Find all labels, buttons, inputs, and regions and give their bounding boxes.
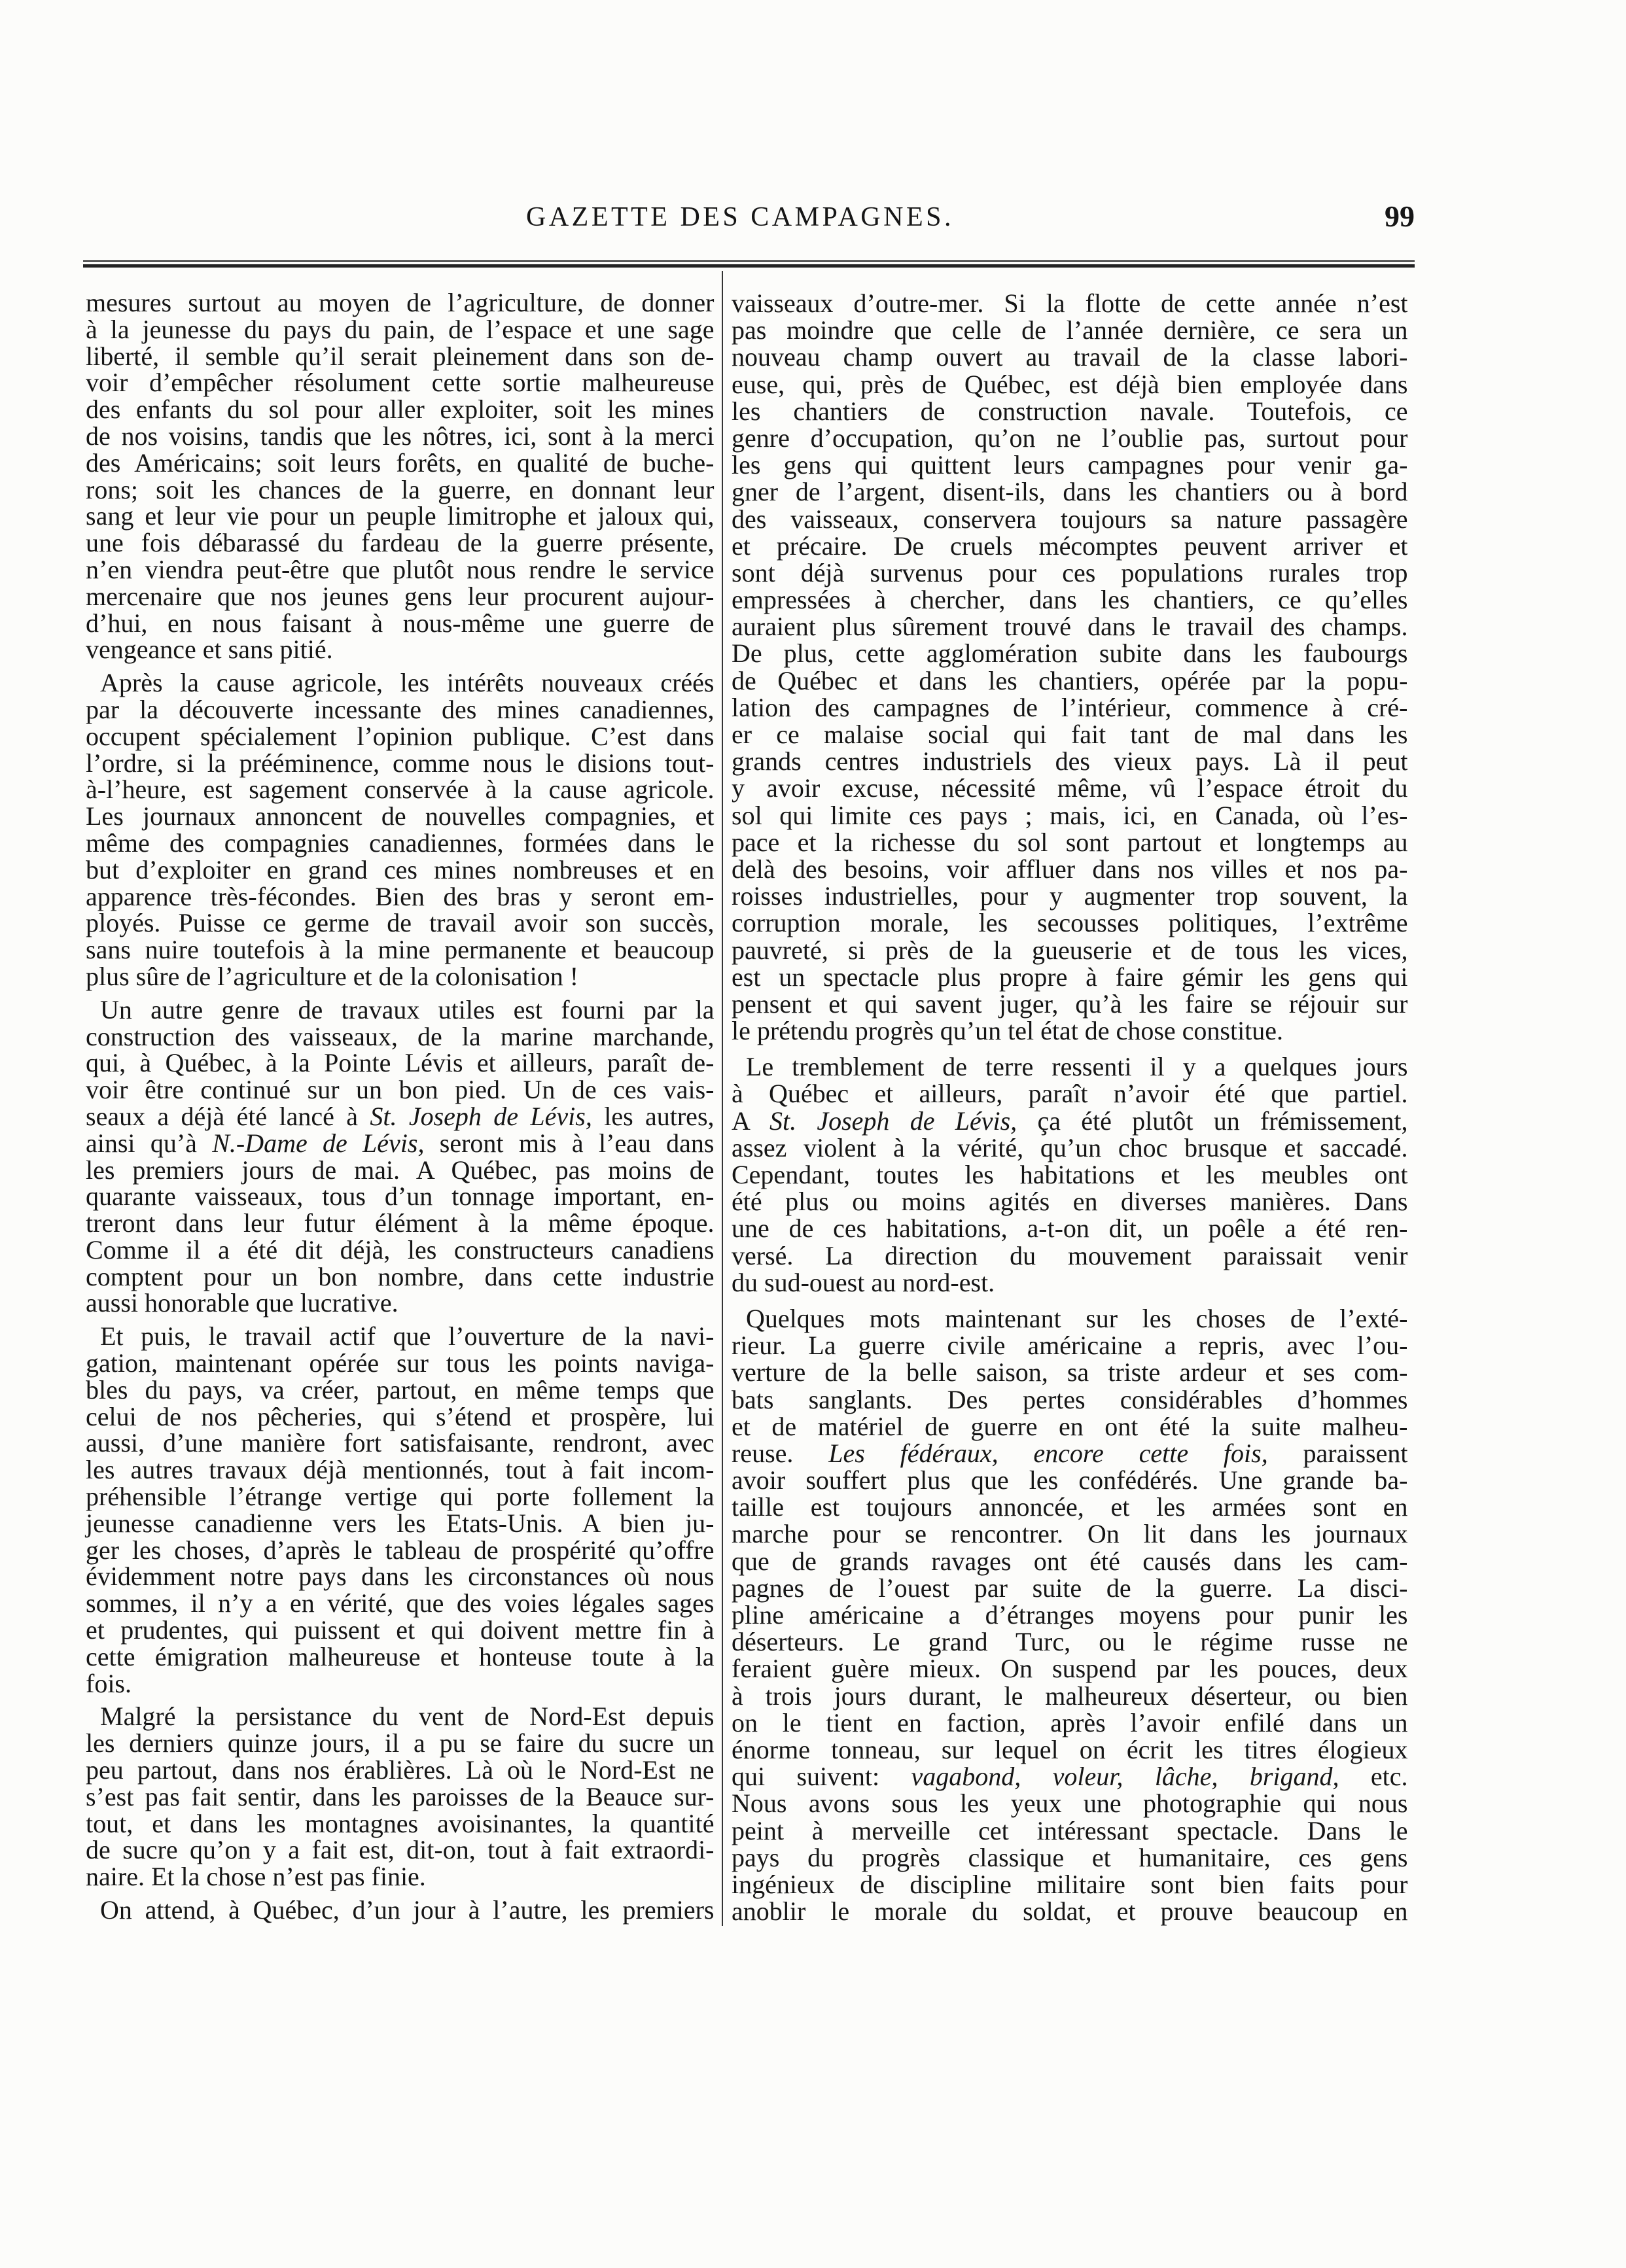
italic-text: Les fédéraux, encore cette fois, xyxy=(828,1438,1268,1468)
line-text: voir être continué sur un bon pied. Un de ces vais- xyxy=(86,1075,715,1105)
text-line xyxy=(732,506,1408,532)
line-text: à trois jours durant, le malheureux déserteur, ou bien xyxy=(732,1681,1408,1711)
text-line xyxy=(732,1548,1408,1575)
running-head-title: GAZETTE DES CAMPAGNES. xyxy=(526,202,954,232)
line-text: même des compagnies canadiennes, formées dans le xyxy=(86,828,715,858)
paragraph xyxy=(732,1305,1408,1925)
text-line xyxy=(86,1101,715,1131)
line-text: pagnes de l’ouest par suite de la guerre. La disci- xyxy=(732,1573,1408,1603)
line-text: plus sûre de l’agriculture et de la colonisation ! xyxy=(86,961,579,991)
line-text: corruption morale, les secousses politiques, l’extrême xyxy=(732,908,1408,938)
line-text: aussi, d’une manière fort satisfaisante, rendront, avec xyxy=(86,1428,715,1458)
line-text: sommes, il n’y a en vérité, que des voies légales sages xyxy=(86,1588,715,1618)
text-line xyxy=(86,1401,715,1431)
line-text: de Québec et dans les chantiers, opérée par la popu- xyxy=(732,665,1408,695)
italic-text: N.-Dame de Lévis, xyxy=(212,1128,425,1158)
line-text: des enfants du sol pour aller exploiter, soit les mines xyxy=(86,394,715,425)
line-text: mesures surtout au moyen de l’agriculture, de donner xyxy=(86,288,715,317)
text-line xyxy=(86,776,715,803)
line-text: euse, qui, près de Québec, est déjà bien employée dans xyxy=(732,369,1408,399)
line-text: pauvreté, si près de la gueuserie et de tous les vices, xyxy=(732,935,1408,965)
line-text: construction des vaisseaux, de la marine marchande, xyxy=(86,1021,715,1051)
line-text: à la jeunesse du pays du pain, de l’espace et une sage xyxy=(86,314,715,344)
text-line xyxy=(86,343,715,370)
line-text: sang et leur vie pour un peuple limitrophe et jaloux qui, xyxy=(86,501,715,531)
text-line xyxy=(732,1413,1408,1440)
text-line xyxy=(86,1021,715,1051)
line-text xyxy=(732,1440,1407,1467)
text-line xyxy=(732,1386,1408,1413)
line-text: De plus, cette agglomération subite dans les faubourgs xyxy=(732,638,1408,669)
text-line xyxy=(86,1837,715,1864)
line-text: y avoir excuse, nécessité même, vû l’espace étroit du xyxy=(732,773,1408,803)
line-text xyxy=(732,1763,1408,1790)
line-text: taille est toujours annoncée, et les armées sont en xyxy=(732,1492,1408,1522)
line-text: pace et la richesse du sol sont partout et longtemps au xyxy=(732,827,1408,857)
line-text: à-l’heure, est sagement conservée à la cause agricole. xyxy=(86,775,715,805)
line-text: ger les choses, d’après le tableau de prospérité qu’offre xyxy=(86,1535,715,1565)
line-text: et de matériel de guerre en ont été la suite malheu- xyxy=(732,1411,1408,1441)
text-segment: etc. xyxy=(1339,1762,1408,1792)
text-line xyxy=(86,1808,715,1838)
line-text: roisses industrielles, pour y augmenter trop souvent, la xyxy=(732,881,1408,911)
text-line xyxy=(86,1730,715,1757)
line-text: le prétendu progrès qu’un tel état de chose constitue. xyxy=(732,1016,1284,1046)
line-text: liberté, il semble qu’il serait pleinement dans son de- xyxy=(86,341,715,371)
line-text: on le tient en faction, après l’avoir enfilé dans un xyxy=(732,1707,1408,1737)
line-text: assez violent à la vérité, qu’un choc brusque et saccadé. xyxy=(732,1132,1408,1162)
line-text: ployés. Puisse ce germe de travail avoir son succès, xyxy=(86,908,715,938)
line-text: nouveau champ ouvert au travail de la classe labori- xyxy=(732,342,1408,372)
text-line xyxy=(86,554,715,584)
text-line xyxy=(86,830,715,857)
line-text: évidemment notre pays dans les circonstances où nous xyxy=(86,1561,715,1592)
line-text xyxy=(732,1108,1408,1134)
text-line xyxy=(86,1510,715,1537)
line-text: delà des besoins, voir affluer dans nos villes et nos pa- xyxy=(732,854,1408,884)
text-line xyxy=(732,1467,1408,1493)
text-line xyxy=(86,910,715,937)
text-line xyxy=(732,667,1408,694)
text-line xyxy=(86,503,715,530)
line-text: qui, à Québec, à la Pointe Lévis et ailleurs, paraît de- xyxy=(86,1048,715,1078)
text-line xyxy=(732,532,1408,559)
line-text: d’hui, en nous faisant à nous-même une guerre de xyxy=(86,608,715,638)
paragraph xyxy=(86,290,715,663)
text-line xyxy=(732,478,1408,505)
line-text: genre d’occupation, qu’on ne l’oublie pas, surtout pour xyxy=(732,423,1408,453)
line-text: vaisseaux d’outre-mer. Si la flotte de cette année n’est xyxy=(732,288,1408,318)
line-text: les chantiers de construction navale. Toutefois, ce xyxy=(732,396,1408,426)
line-text: préhensible l’étrange vertige qui porte follement la xyxy=(86,1482,715,1512)
text-segment: paraissent xyxy=(1267,1438,1408,1468)
paragraph xyxy=(86,1897,715,1924)
paragraph xyxy=(86,994,715,1318)
text-line xyxy=(86,994,715,1024)
text-line xyxy=(732,882,1408,909)
line-text: du sud-ouest au nord-est. xyxy=(732,1267,995,1297)
line-text: pline américaine a d’étranges moyens pour punir les xyxy=(732,1600,1408,1630)
text-line xyxy=(732,829,1408,856)
line-text: fois. xyxy=(86,1668,132,1698)
text-line xyxy=(86,694,715,724)
text-line xyxy=(732,1017,1408,1044)
text-line xyxy=(732,1440,1408,1467)
line-text: pas moindre que celle de l’année dernière, ce sera un xyxy=(732,315,1408,345)
text-line xyxy=(86,1757,715,1784)
line-text: gner de l’argent, disent-ils, dans les chantiers ou à bord xyxy=(732,477,1408,507)
text-line xyxy=(732,1736,1408,1763)
column-divider xyxy=(722,271,723,1926)
text-line xyxy=(86,474,715,504)
line-text: des vaisseaux, conservera toujours sa nature passagère xyxy=(732,504,1408,534)
line-text: verture de la belle saison, sa triste ardeur et ses com- xyxy=(732,1357,1408,1387)
text-line xyxy=(86,803,715,830)
line-text: grands centres industriels des vieux pays. Là il peut xyxy=(732,746,1408,776)
text-line xyxy=(732,802,1408,829)
text-line xyxy=(732,937,1408,964)
text-line xyxy=(86,750,715,777)
text-line xyxy=(732,1134,1408,1161)
line-text: des Américains; soit leurs forêts, en qualité de buche- xyxy=(86,447,715,478)
text-line xyxy=(86,881,715,911)
line-text: treront dans leur futur élément à la même époque. xyxy=(86,1208,715,1238)
paragraph xyxy=(732,1053,1408,1296)
line-text: mercenaire que nos jeunes gens leur procurent aujour- xyxy=(86,581,715,611)
line-text: On attend, à Québec, d’un jour à l’autre, les premiers xyxy=(100,1895,715,1925)
text-line xyxy=(732,1053,1408,1080)
line-text: Après la cause agricole, les intérêts nouveaux créés xyxy=(100,668,715,698)
text-line xyxy=(86,610,715,637)
line-text: sont déjà survenus pour ces populations rurales trop xyxy=(732,557,1408,587)
text-line xyxy=(732,1655,1408,1682)
line-text: Quelques mots maintenant sur les choses de l’exté- xyxy=(746,1303,1408,1333)
text-segment: qui suivent: xyxy=(732,1762,911,1792)
line-text: une fois débarassé du fardeau de la guerre présente, xyxy=(86,528,715,558)
line-text: er ce malaise social qui fait tant de mal dans les xyxy=(732,720,1408,749)
text-line xyxy=(86,1668,715,1698)
text-line xyxy=(732,1709,1408,1736)
line-text: ingénieux de discipline militaire sont bien faits pour xyxy=(732,1869,1408,1899)
text-line xyxy=(86,314,715,344)
column-right xyxy=(732,290,1408,1925)
line-text: jeunesse canadienne vers les Etats-Unis. A bien ju- xyxy=(86,1508,715,1538)
line-text: quarante vaisseaux, tous d’un tonnage important, en- xyxy=(86,1181,715,1212)
text-line xyxy=(86,396,715,423)
text-segment: seaux a déjà été lancé à xyxy=(86,1101,370,1131)
text-line xyxy=(86,1781,715,1811)
line-text: empressées à chercher, dans les chantiers, ce qu’elles xyxy=(732,585,1408,615)
line-text xyxy=(86,1101,715,1131)
line-text: gation, maintenant opérée sur tous les points naviga- xyxy=(86,1348,715,1378)
line-text: vengeance et sans pitié. xyxy=(86,635,333,665)
text-line xyxy=(732,1188,1408,1215)
line-text: anoblir le morale du soldat, et prouve beaucoup en xyxy=(732,1896,1408,1927)
line-text: auraient plus sûrement trouvé dans le travail des champs. xyxy=(732,612,1408,642)
text-line xyxy=(732,1161,1408,1188)
text-line xyxy=(732,1763,1408,1790)
text-segment: A xyxy=(732,1106,769,1136)
text-line xyxy=(86,290,715,317)
line-text: occupent spécialement l’opinion publique. C’est dans xyxy=(86,721,715,751)
header-rule-thick xyxy=(83,264,1415,268)
text-line xyxy=(732,1215,1408,1242)
text-line xyxy=(732,1871,1408,1898)
line-text: Le tremblement de terre ressenti il y a quelques jours xyxy=(746,1052,1408,1082)
line-text: avoir souffert plus que les confédérés. Une grande ba- xyxy=(732,1465,1408,1495)
text-segment: ça été plutôt un frémissement, xyxy=(1017,1106,1408,1136)
line-text: bles du pays, va créer, partout, en même temps que xyxy=(86,1374,715,1404)
line-text: peu partout, dans nos érablières. Là où le Nord-Est ne xyxy=(86,1755,715,1785)
line-text: sans nuire toutefois à la mine permanente et beaucoup xyxy=(86,935,715,965)
text-line xyxy=(86,1563,715,1590)
line-text: comptent pour un bon nombre, dans cette industrie xyxy=(86,1261,715,1291)
text-line xyxy=(86,1537,715,1564)
line-text: pays du progrès classique et humanitaire, ces gens xyxy=(732,1842,1408,1872)
line-text: but d’exploiter en grand ces mines nombreuses et en xyxy=(86,854,715,884)
line-text: Les journaux annoncent de nouvelles compagnies, et xyxy=(86,801,715,831)
line-text: celui de nos pêcheries, qui s’étend et prospère, lui xyxy=(86,1401,715,1431)
line-text: Et puis, le travail actif que l’ouverture de la navi- xyxy=(100,1321,715,1352)
paragraph xyxy=(86,1323,715,1697)
text-line xyxy=(86,1077,715,1104)
text-line xyxy=(86,1703,715,1730)
line-text: tout, et dans les montagnes avoisinantes, la quantité xyxy=(86,1808,715,1838)
text-line xyxy=(732,290,1408,317)
header-rule-thin xyxy=(83,260,1415,262)
text-segment: reuse. xyxy=(732,1438,829,1468)
text-line xyxy=(732,317,1408,343)
column-left xyxy=(86,290,715,1924)
line-text: et précaire. De cruels mécomptes peuvent arriver et xyxy=(732,531,1408,561)
line-text: les autres travaux déjà mentionnés, tout à fait incom- xyxy=(86,1455,715,1485)
text-line xyxy=(86,1864,715,1891)
text-line xyxy=(86,1350,715,1377)
text-line xyxy=(732,1575,1408,1601)
text-line xyxy=(86,937,715,964)
text-line xyxy=(732,613,1408,640)
text-line xyxy=(732,1108,1408,1134)
text-line xyxy=(732,559,1408,586)
line-text: énorme tonneau, sur lequel on écrit les titres élogieux xyxy=(732,1734,1408,1764)
line-text xyxy=(86,1130,715,1157)
text-line xyxy=(86,1897,715,1924)
text-line xyxy=(732,640,1408,667)
text-line xyxy=(86,1234,715,1265)
line-text: Un autre genre de travaux utiles est fourni par la xyxy=(100,994,715,1024)
text-line xyxy=(86,1430,715,1457)
text-line xyxy=(86,370,715,396)
text-line xyxy=(86,1374,715,1404)
text-line xyxy=(732,1493,1408,1520)
text-line xyxy=(732,775,1408,801)
text-line xyxy=(732,425,1408,451)
text-line xyxy=(86,1641,715,1671)
text-line xyxy=(732,1601,1408,1628)
text-line xyxy=(86,721,715,751)
text-line xyxy=(86,1157,715,1184)
line-text: été plus ou moins agités en diverses manières. Dans xyxy=(732,1187,1408,1217)
line-text: et prudentes, qui puissent et qui doivent mettre fin à xyxy=(86,1615,715,1645)
text-line xyxy=(732,371,1408,398)
text-line xyxy=(86,1050,715,1077)
line-text: les derniers quinze jours, il a pu se faire du sucre un xyxy=(86,1728,715,1758)
line-text: est un spectacle plus propre à faire gémir les gens qui xyxy=(732,962,1408,992)
text-line xyxy=(86,1617,715,1644)
line-text: peint à merveille cet intéressant spectacle. Dans le xyxy=(732,1815,1408,1845)
text-line xyxy=(86,1323,715,1350)
line-text: Nous avons sous les yeux une photographie qui nous xyxy=(732,1788,1408,1819)
line-text: voir d’empêcher résolument cette sortie malheureuse xyxy=(86,368,715,398)
text-line xyxy=(732,1817,1408,1844)
text-line xyxy=(732,1790,1408,1817)
text-line xyxy=(86,1484,715,1510)
text-line xyxy=(732,1683,1408,1709)
line-text: rons; soit les chances de la guerre, en donnant leur xyxy=(86,474,715,504)
text-line xyxy=(86,1261,715,1291)
line-text: à Québec et ailleurs, paraît n’avoir été que partiel. xyxy=(732,1079,1408,1109)
text-line xyxy=(732,586,1408,613)
text-line xyxy=(86,961,715,991)
line-text: une de ces habitations, a-t-on dit, un poêle a été ren- xyxy=(732,1213,1408,1244)
italic-text: vagabond, voleur, lâche, brigand, xyxy=(911,1762,1339,1792)
line-text: les gens qui quittent leurs campagnes pour venir ga- xyxy=(732,450,1408,480)
text-line xyxy=(732,451,1408,478)
paragraph xyxy=(732,290,1408,1044)
text-line xyxy=(86,854,715,884)
text-line xyxy=(732,990,1408,1017)
text-line xyxy=(86,637,715,663)
text-line xyxy=(732,721,1408,748)
line-text: Comme il a été dit déjà, les constructeurs canadiens xyxy=(86,1234,715,1265)
line-text: pensent et qui savent juger, qu’à les faire se réjouir sur xyxy=(732,988,1408,1019)
paragraph xyxy=(86,1703,715,1891)
text-line xyxy=(732,1359,1408,1386)
text-line xyxy=(732,1520,1408,1547)
line-text: s’est pas fait sentir, dans les paroisses de la Beauce sur- xyxy=(86,1781,715,1811)
text-line xyxy=(732,1080,1408,1107)
text-line xyxy=(732,964,1408,990)
line-text: de nos voisins, tandis que les nôtres, ici, sont à la merci xyxy=(86,421,715,451)
line-text: marche pour se rencontrer. On lit dans les journaux xyxy=(732,1519,1408,1549)
italic-text: St. Joseph de Lévis, xyxy=(370,1101,592,1131)
page-number: 99 xyxy=(1385,200,1415,233)
text-line xyxy=(86,670,715,697)
text-line xyxy=(732,856,1408,882)
text-line xyxy=(732,1242,1408,1269)
text-line xyxy=(732,694,1408,721)
paragraph xyxy=(86,670,715,990)
line-text: lation des campagnes de l’intérieur, commence à cré- xyxy=(732,692,1408,722)
text-line xyxy=(732,909,1408,936)
text-line xyxy=(732,1305,1408,1332)
line-text: déserteurs. Le grand Turc, ou le régime russe ne xyxy=(732,1627,1408,1657)
text-line xyxy=(86,447,715,478)
text-line xyxy=(732,1844,1408,1871)
line-text: versé. La direction du mouvement paraissait venir xyxy=(732,1240,1408,1270)
text-line xyxy=(86,530,715,557)
line-text: naire. Et la chose n’est pas finie. xyxy=(86,1862,426,1892)
text-line xyxy=(86,1183,715,1210)
line-text: de sucre qu’on y a fait est, dit-on, tout à fait extraordi- xyxy=(86,1835,715,1865)
text-line xyxy=(732,1898,1408,1925)
line-text: l’ordre, si la prééminence, comme nous le disions tout- xyxy=(86,748,715,778)
text-line xyxy=(86,1210,715,1237)
text-line xyxy=(86,1130,715,1157)
text-line xyxy=(86,1457,715,1484)
line-text: Cependant, toutes les habitations et les meubles ont xyxy=(732,1160,1408,1189)
line-text: que de grands ravages ont été causés dans les cam- xyxy=(732,1546,1408,1576)
text-line xyxy=(732,748,1408,775)
text-line xyxy=(86,1290,715,1317)
text-line xyxy=(732,1628,1408,1655)
text-segment: les autres, xyxy=(592,1101,715,1131)
text-line xyxy=(732,1269,1408,1296)
line-text: feraient guère mieux. On suspend par les pouces, deux xyxy=(732,1654,1408,1684)
line-text: cette émigration malheureuse et honteuse toute à la xyxy=(86,1641,715,1671)
text-line xyxy=(732,343,1408,370)
line-text: sol qui limite ces pays ; mais, ici, en Canada, où l’es- xyxy=(732,800,1408,830)
text-segment: ainsi qu’à xyxy=(86,1128,213,1158)
line-text: bats sanglants. Des pertes considérables d’hommes xyxy=(732,1384,1408,1414)
text-line xyxy=(86,1590,715,1617)
text-line xyxy=(732,398,1408,425)
text-segment: seront mis à l’eau dans xyxy=(424,1128,715,1158)
text-line xyxy=(86,423,715,450)
line-text: par la découverte incessante des mines canadiennes, xyxy=(86,694,715,724)
text-line xyxy=(732,1332,1408,1359)
line-text: rieur. La guerre civile américaine a repris, avec l’ou- xyxy=(732,1331,1408,1361)
line-text: apparence très-fécondes. Bien des bras y seront em- xyxy=(86,881,715,911)
line-text: les premiers jours de mai. A Québec, pas moins de xyxy=(86,1155,715,1185)
italic-text: St. Joseph de Lévis, xyxy=(769,1106,1017,1136)
line-text: Malgré la persistance du vent de Nord-Est depuis xyxy=(100,1701,715,1732)
text-line xyxy=(86,581,715,611)
line-text: n’en viendra peut-être que plutôt nous rendre le service xyxy=(86,554,715,584)
line-text: aussi honorable que lucrative. xyxy=(86,1288,398,1318)
